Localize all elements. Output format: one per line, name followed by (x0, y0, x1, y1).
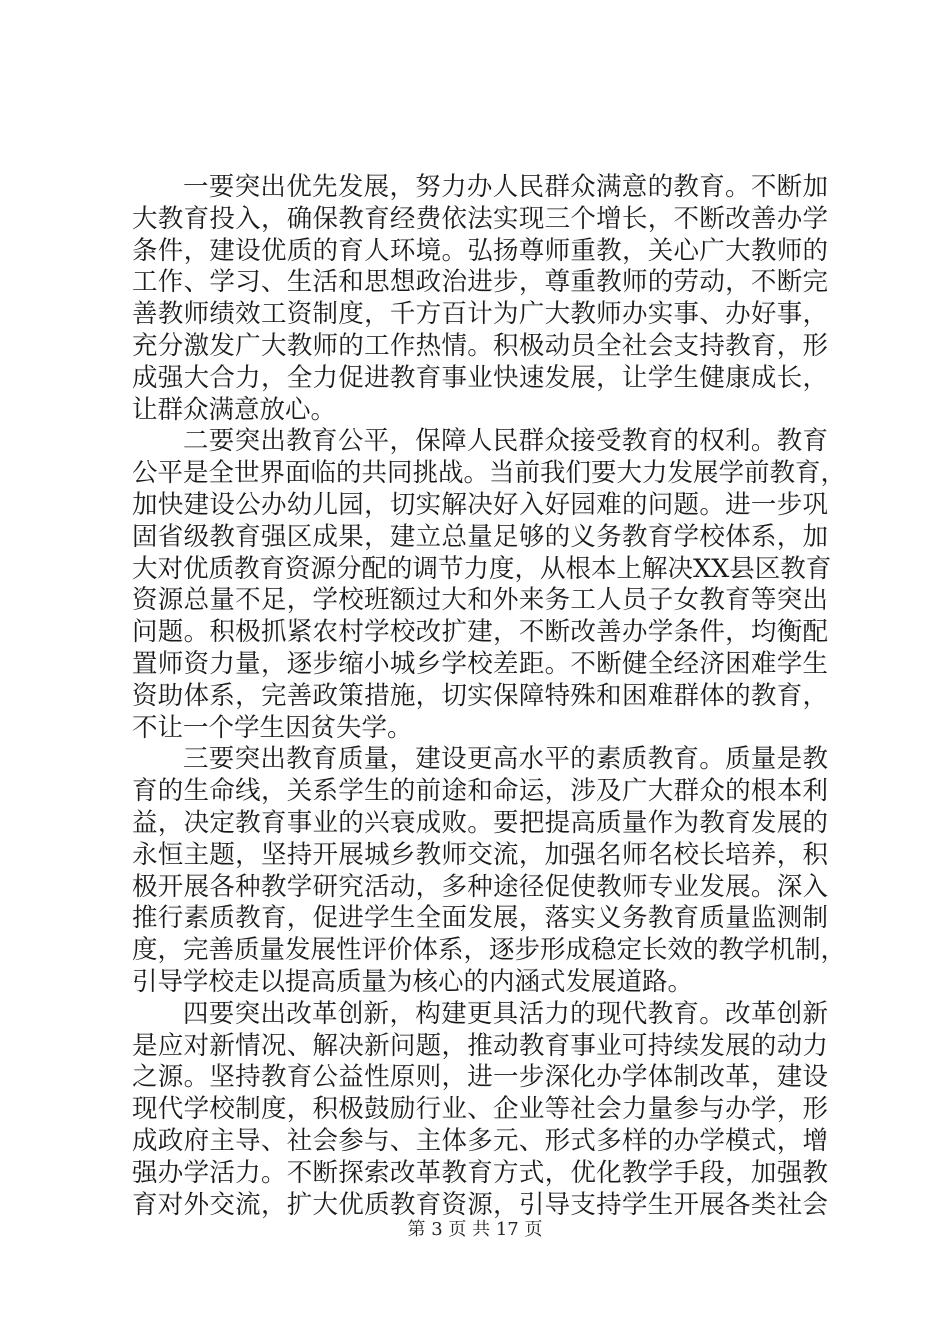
text-line: 资源总量不足，学校班额过大和外来务工人员子女教育等突出 (132, 585, 828, 616)
text-line: 充分激发广大教师的工作热情。积极动员全社会支持教育，形 (132, 330, 828, 361)
text-line: 二要突出教育公平，保障人民群众接受教育的权利。教育 (183, 426, 828, 457)
text-line: 资助体系，完善政策措施，切实保障特殊和困难群体的教育， (132, 680, 828, 711)
text-line: 大教育投入，确保教育经费依法实现三个增长，不断改善办学 (132, 203, 828, 234)
text-line: 极开展各种教学研究活动，多种途径促使教师专业发展。深入 (132, 871, 828, 902)
text-line: 成强大合力，全力促进教育事业快速发展，让学生健康成长， (132, 362, 828, 393)
text-line: 四要突出改革创新，构建更具活力的现代教育。改革创新 (183, 998, 828, 1029)
text-line: 之源。坚持教育公益性原则，进一步深化办学体制改革，建设 (132, 1062, 828, 1093)
text-line: 置师资力量，逐步缩小城乡学校差距。不断健全经济困难学生 (132, 648, 828, 679)
text-line: 强办学活力。不断探索改革教育方式，优化教学手段，加强教 (132, 1157, 828, 1188)
text-line: 大对优质教育资源分配的调节力度，从根本上解决XX县区教育 (132, 553, 832, 584)
text-line: 善教师绩效工资制度，千方百计为广大教师办实事、办好事， (132, 299, 828, 330)
text-line: 不让一个学生因贫失学。 (132, 712, 413, 743)
text-line: 工作、学习、生活和思想政治进步，尊重教师的劳动，不断完 (132, 267, 828, 298)
text-line: 一要突出优先发展，努力办人民群众满意的教育。不断加 (183, 172, 828, 202)
text-line: 推行素质教育，促进学生全面发展，落实义务教育质量监测制 (132, 903, 828, 934)
text-line: 公平是全世界面临的共同挑战。当前我们要大力发展学前教育， (132, 458, 847, 489)
text-line: 固省级教育强区成果，建立总量足够的义务教育学校体系，加 (132, 521, 828, 552)
text-line: 永恒主题，坚持开展城乡教师交流，加强名师名校长培养，积 (132, 839, 828, 870)
text-line: 引导学校走以提高质量为核心的内涵式发展道路。 (132, 966, 694, 997)
paragraph-3 (132, 744, 847, 998)
text-line: 成政府主导、社会参与、主体多元、形式多样的办学模式，增 (132, 1125, 828, 1156)
page-footer: 第 3 页 共 17 页 (407, 1219, 543, 1240)
text-line: 问题。积极抓紧农村学校改扩建，不断改善办学条件，均衡配 (132, 617, 828, 648)
text-line: 现代学校制度，积极鼓励行业、企业等社会力量参与办学，形 (132, 1094, 828, 1125)
text-line: 益，决定教育事业的兴衰成败。要把提高质量作为教育发展的 (132, 807, 828, 838)
text-line: 度，完善质量发展性评价体系，逐步形成稳定长效的教学机制， (132, 935, 847, 966)
text-line: 让群众满意放心。 (132, 394, 337, 425)
paragraph-4 (132, 999, 828, 1222)
paragraph-2 (132, 426, 847, 744)
text-line: 条件，建设优质的育人环境。弘扬尊师重教，关心广大教师的 (132, 235, 828, 266)
text-line: 加快建设公办幼儿园，切实解决好入好园难的问题。进一步巩 (132, 489, 828, 520)
text-line: 是应对新情况、解决新问题，推动教育事业可持续发展的动力 (132, 1030, 828, 1061)
text-line: 育的生命线，关系学生的前途和命运，涉及广大群众的根本利 (132, 776, 828, 807)
text-line: 育对外交流，扩大优质教育资源，引导支持学生开展各类社会 (132, 1189, 828, 1220)
text-line: 三要突出教育质量，建设更高水平的素质教育。质量是教 (183, 744, 828, 775)
paragraph-1 (132, 172, 828, 426)
document-body (132, 172, 847, 1221)
